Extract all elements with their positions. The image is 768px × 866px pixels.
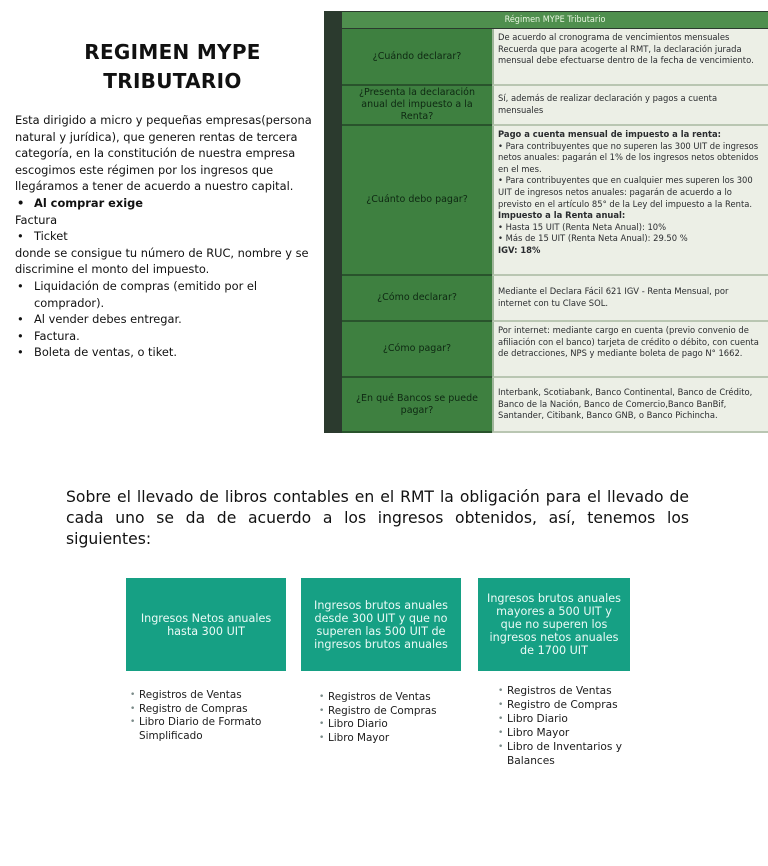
bullet-buy: • Al comprar exige — [15, 195, 320, 212]
answer-line: Recuerda que para acogerte al RMT, la declaración jurada mensual debe efectuarse dentro de la fecha de vencimiento. — [498, 43, 754, 66]
answer-line: • Hasta 15 UIT (Renta Neta Anual): 10% — [498, 221, 667, 232]
answer-cell — [492, 86, 768, 126]
books-list — [498, 684, 630, 768]
ticket-list — [15, 228, 320, 245]
mype-row-cuando — [342, 29, 768, 86]
books-paragraph: Sobre el llevado de libros contables en el RMT la obligación para el llevado de cada uno se da de acuerdo a los ingresos obtenidos, así, tenemos los siguientes: — [66, 488, 689, 548]
page-title: REGIMEN MYPE TRIBUTARIO — [84, 40, 261, 93]
answer-line: Sí, además de realizar declaración y pagos a cuenta mensuales — [498, 93, 718, 115]
factura-label: Factura — [15, 212, 58, 227]
answer-cell — [492, 126, 768, 276]
books-column-300 — [126, 578, 286, 766]
column-header: Ingresos brutos anuales desde 300 UIT y que no superen las 500 UIT de ingresos brutos anuales — [301, 578, 461, 671]
mype-table-photo — [324, 11, 768, 433]
answer-line: Por internet: mediante cargo en cuenta (previo convenio de afiliación con el banco) tarjeta de crédito o débito, con cuenta de detracciones, NPS y mediante boleta de pago N° 1662. — [498, 325, 759, 359]
list-item: • Libro Diario — [498, 712, 630, 726]
books-list — [130, 689, 286, 743]
list-item: • Libro Mayor — [319, 732, 461, 746]
list-item: • Registros de Ventas — [319, 691, 461, 705]
answer-line: Pago a cuenta mensual de impuesto a la renta: — [498, 129, 721, 139]
sell-list — [15, 278, 320, 361]
mype-table-header: Régimen MYPE Tributario — [342, 12, 768, 28]
column-header: Ingresos Netos anuales hasta 300 UIT — [126, 578, 286, 671]
question-cell: ¿Cuándo declarar? — [342, 29, 492, 86]
ruc-paragraph: donde se consigue tu número de RUC, nombre y se discrimine el monto del impuesto. — [15, 245, 309, 277]
mype-row-presenta — [342, 86, 768, 126]
answer-line: • Para contribuyentes que no superen las 300 UIT de ingresos netos anuales: pagarán el 1% de los ingresos netos obtenidos en el mes. — [498, 140, 759, 174]
mype-row-cuanto — [342, 126, 768, 276]
answer-line: IGV: 18% — [498, 244, 541, 255]
books-list — [319, 691, 461, 745]
books-column-1700 — [478, 578, 630, 766]
intro-text — [15, 112, 320, 361]
list-item: • Libro de Inventarios y Balances — [498, 740, 630, 768]
bullet-vender: • Al vender debes entregar. — [15, 311, 320, 328]
answer-line: • Para contribuyentes que en cualquier mes superen los 300 UIT de ingresos netos anuales: pagarán de acuerdo a lo previsto en el artículo 85° de la Ley del impuesto a la Renta. — [498, 175, 753, 209]
intro-paragraph: Esta dirigido a micro y pequeñas empresas(persona natural y jurídica), que generen rentas de tercera categoría, en la constitución de nuestra empresa escogimos este régimen por los ingresos que llegáramos a tener de acuerdo a nuestro capital. — [15, 113, 312, 194]
books-table — [126, 578, 630, 766]
list-item: • Registro de Compras — [130, 703, 286, 717]
bullet-factura: • Factura. — [15, 328, 320, 345]
answer-line: Impuesto a la Renta anual: — [498, 210, 626, 221]
answer-line: Mediante el Declara Fácil 621 IGV - Renta Mensual, por internet con tu Clave SOL. — [498, 286, 729, 308]
answer-line: De acuerdo al cronograma de vencimientos mensuales — [498, 32, 730, 42]
answer-line: • Más de 15 UIT (Renta Neta Anual): 29.50 % — [498, 233, 688, 244]
answer-line: Interbank, Scotiabank, Banco Continental, Banco de Crédito, Banco de la Nación, Banco de Comercio,Banco BanBif, Santander, Citibank, Banco GNB, o Banco Pichincha. — [498, 387, 753, 421]
question-cell: ¿Presenta la declaración anual del impuesto a la Renta? — [342, 86, 492, 126]
bullet-ticket: • Ticket — [15, 228, 320, 245]
buy-list — [15, 195, 320, 212]
bullet-boleta: • Boleta de ventas, o tiket. — [15, 344, 320, 361]
list-item: • Libro Mayor — [498, 726, 630, 740]
list-item: • Libro Diario — [319, 718, 461, 732]
question-cell: ¿Cómo pagar? — [342, 322, 492, 378]
list-item: • Libro Diario de Formato Simplificado — [130, 716, 286, 743]
books-column-500 — [301, 578, 461, 766]
answer-cell — [492, 378, 768, 433]
question-cell: ¿En qué Bancos se puede pagar? — [342, 378, 492, 433]
list-item: • Registros de Ventas — [498, 684, 630, 698]
question-cell: ¿Cuánto debo pagar? — [342, 126, 492, 276]
list-item: • Registro de Compras — [498, 698, 630, 712]
list-item: • Registro de Compras — [319, 705, 461, 719]
mype-row-como-declarar — [342, 276, 768, 322]
mype-row-bancos — [342, 378, 768, 433]
answer-cell — [492, 276, 768, 322]
answer-cell — [492, 29, 768, 86]
mype-row-como-pagar — [342, 322, 768, 378]
bullet-liquidacion: • Liquidación de compras (emitido por el comprador). — [15, 278, 320, 311]
list-item: • Registros de Ventas — [130, 689, 286, 703]
column-header: Ingresos brutos anuales mayores a 500 UIT y que no superen los ingresos netos anuales de 1700 UIT — [478, 578, 630, 671]
question-cell: ¿Cómo declarar? — [342, 276, 492, 322]
answer-cell — [492, 322, 768, 378]
